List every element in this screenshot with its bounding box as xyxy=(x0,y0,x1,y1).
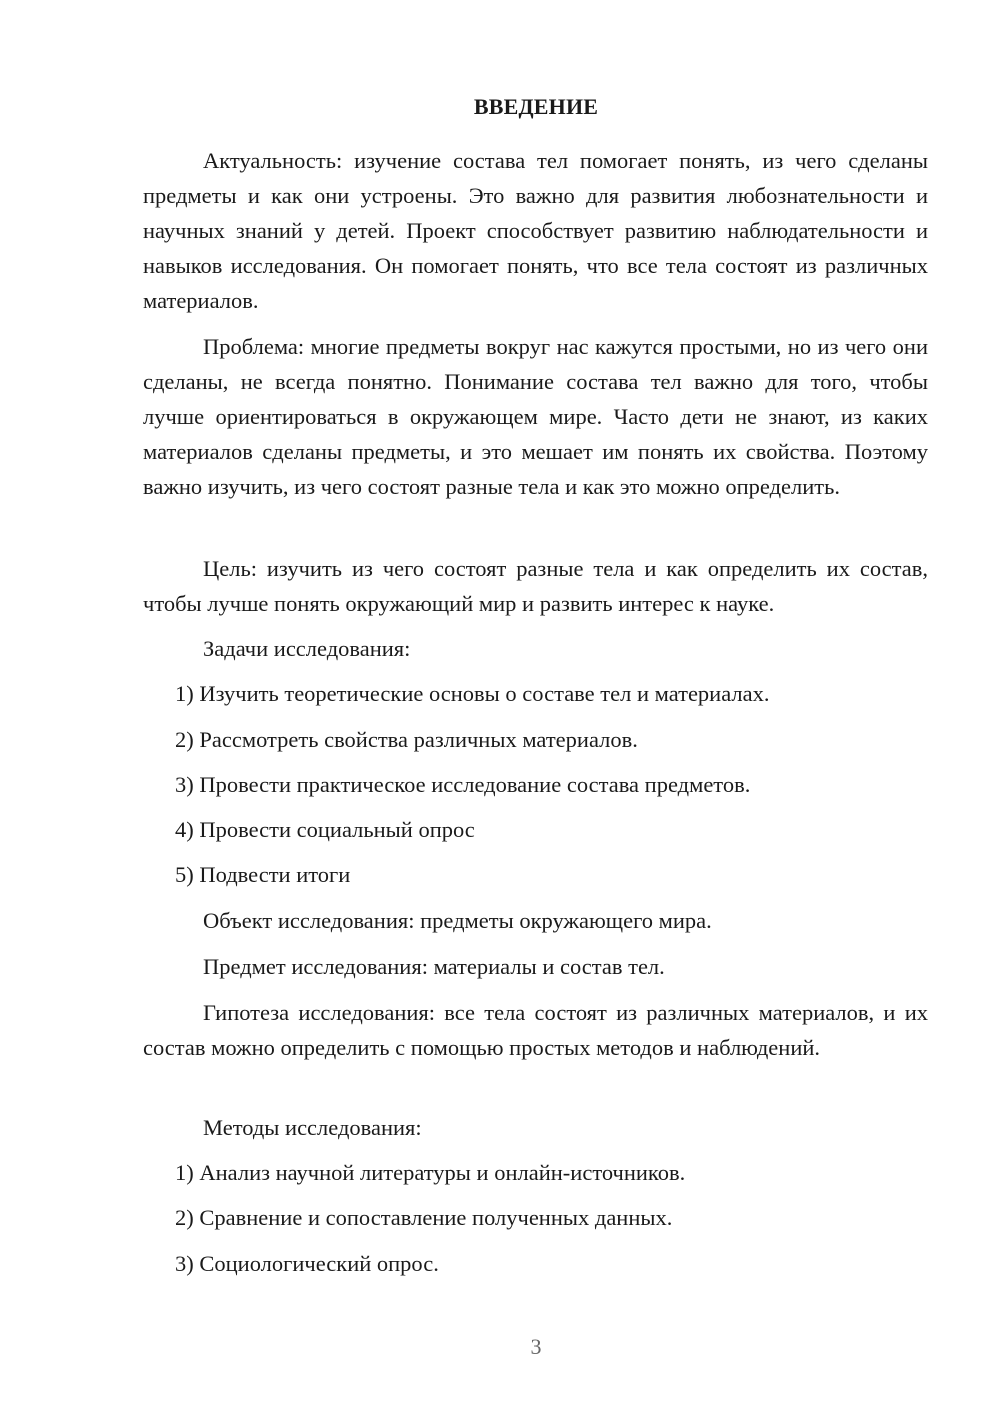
task-item-4: 4) Провести социальный опрос xyxy=(175,817,475,842)
problem-paragraph: Проблема: многие предметы вокруг нас кажутся простыми, но из чего они сделаны, не всегда понятно. Понимание состава тел важно для того, чтобы лучше ориентироваться в окружающем мире. Часто дети не знают, из каких материалов сделаны предметы, и это мешает им понять их свойства. Поэтому важно изучить, из чего состоят разные тела и как это можно определить. xyxy=(143,334,928,499)
page-number: 3 xyxy=(530,1334,542,1359)
method-item-1: 1) Анализ научной литературы и онлайн-источников. xyxy=(175,1160,686,1185)
task-item-1: 1) Изучить теоретические основы о составе тел и материалах. xyxy=(175,681,770,706)
method-item-2: 2) Сравнение и сопоставление полученных данных. xyxy=(175,1205,673,1230)
hypothesis-paragraph: Гипотеза исследования: все тела состоят из различных материалов, и их состав можно определить с помощью простых методов и наблюдений. xyxy=(143,1000,928,1060)
method-item-3: 3) Социологический опрос. xyxy=(175,1251,439,1276)
page-title: ВВЕДЕНИЕ xyxy=(473,94,599,119)
relevance-paragraph: Актуальность: изучение состава тел помогает понять, из чего сделаны предметы и как они устроены. Это важно для развития любознательности и научных знаний у детей. Проект способствует развитию наблюдательности и навыков исследования. Он помогает понять, что все тела состоят из различных материалов. xyxy=(143,148,928,313)
object-paragraph: Объект исследования: предметы окружающего мира. xyxy=(203,908,712,933)
task-item-3: 3) Провести практическое исследование состава предметов. xyxy=(175,772,751,797)
subject-paragraph: Предмет исследования: материалы и состав тел. xyxy=(203,954,665,979)
goal-paragraph: Цель: изучить из чего состоят разные тела и как определить их состав, чтобы лучше понять окружающий мир и развить интерес к науке. xyxy=(143,556,928,616)
task-item-5: 5) Подвести итоги xyxy=(175,862,351,887)
methods-heading: Методы исследования: xyxy=(203,1115,422,1140)
task-item-2: 2) Рассмотреть свойства различных материалов. xyxy=(175,727,638,752)
tasks-heading: Задачи исследования: xyxy=(203,636,411,661)
